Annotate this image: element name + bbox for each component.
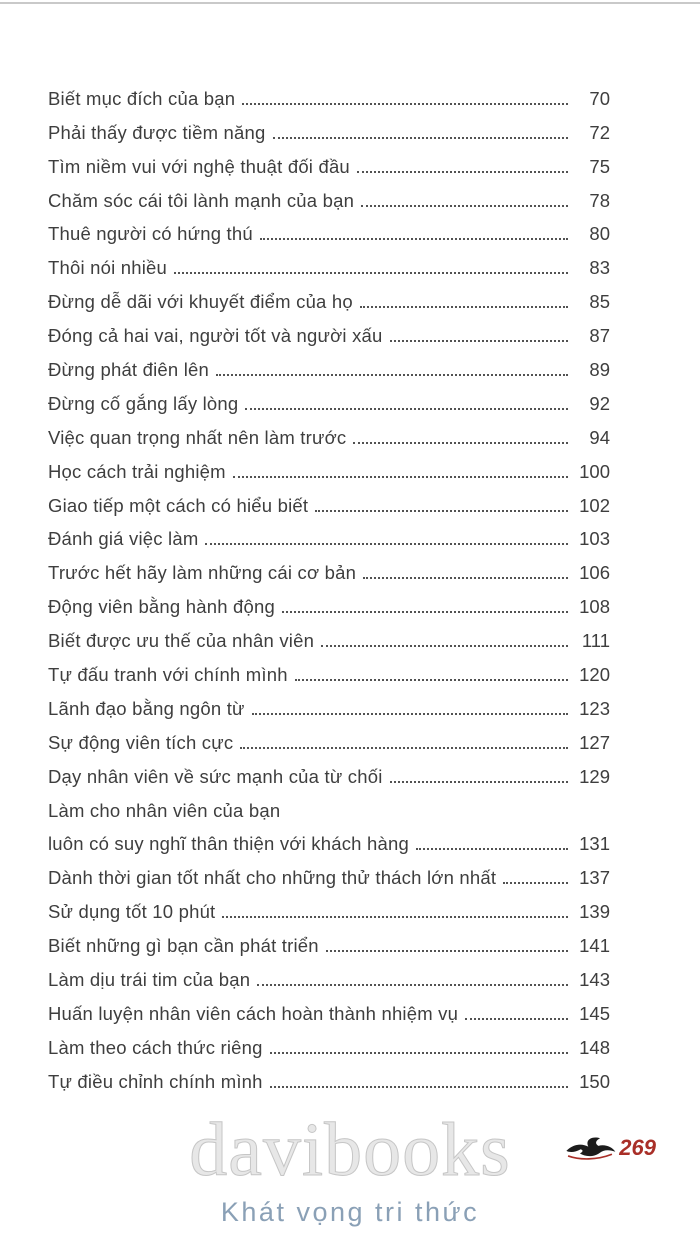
toc-entry-title: Tự đấu tranh với chính mình: [48, 664, 288, 686]
toc-entry-page: 137: [579, 867, 610, 889]
toc-entry: [48, 245, 610, 279]
toc-entry-title: Đánh giá việc làm: [48, 528, 199, 550]
toc-entry-title: Phải thấy được tiềm năng: [48, 121, 266, 143]
toc-leader-dots: [361, 205, 568, 207]
toc-entry-page: 139: [579, 901, 610, 923]
toc-entry-page: 102: [579, 494, 610, 516]
toc-entry: [48, 347, 610, 381]
toc-leader-dots: [252, 713, 568, 715]
toc-entry-page: 78: [589, 189, 610, 211]
toc-entry-page: 72: [589, 121, 610, 143]
toc-entry: [48, 279, 610, 313]
toc-leader-dots: [222, 916, 568, 918]
toc-leader-dots: [295, 679, 568, 681]
toc-entry-page: 83: [589, 257, 610, 279]
toc-leader-dots: [326, 950, 568, 952]
toc-entry: [48, 313, 610, 347]
toc-entry-page: 141: [579, 935, 610, 957]
toc-entry-title: Học cách trải nghiệm: [48, 460, 226, 482]
toc-entry-page: 100: [579, 460, 610, 482]
toc-entry-page: 120: [579, 664, 610, 686]
toc-leader-dots: [240, 747, 568, 749]
watermark-tagline: Khát vọng tri thức: [220, 1197, 480, 1227]
page-top-rule: [0, 2, 700, 4]
toc-entry: [48, 855, 610, 889]
toc-entry-title: Sử dụng tốt 10 phút: [48, 901, 216, 923]
toc-entry-title: Sự động viên tích cực: [48, 731, 234, 753]
toc-entry-page: 150: [579, 1070, 610, 1092]
toc-entry-page: 143: [579, 969, 610, 991]
toc-entry-page: 75: [589, 155, 610, 177]
toc-entry-title: Biết mục đích của bạn: [48, 87, 236, 109]
toc-entry-page: 94: [589, 426, 610, 448]
toc-entry-title: Giao tiếp một cách có hiểu biết: [48, 494, 309, 516]
toc-entry-page: 148: [579, 1036, 610, 1058]
toc-entry-title: Đừng cố gắng lấy lòng: [48, 392, 239, 414]
toc-entry-title: Huấn luyện nhân viên cách hoàn thành nhiệm vụ: [48, 1002, 459, 1024]
toc-entry: [48, 517, 610, 551]
toc-leader-dots: [315, 510, 568, 512]
toc-entry: [48, 483, 610, 517]
toc-entry-page: 80: [589, 223, 610, 245]
toc-entry-title: Đóng cả hai vai, người tốt và người xấu: [48, 325, 383, 347]
toc-entry: [48, 686, 610, 720]
toc-entry-title: Tự điều chỉnh chính mình: [48, 1070, 263, 1092]
toc-entry-title: Thôi nói nhiều: [48, 257, 168, 279]
toc-leader-dots: [216, 374, 568, 376]
toc-leader-dots: [465, 1018, 568, 1020]
toc-entry-title: Tìm niềm vui với nghệ thuật đối đầu: [48, 155, 350, 177]
toc-leader-dots: [273, 137, 568, 139]
toc-entry: [48, 720, 610, 754]
toc-entry-page: 103: [579, 528, 610, 550]
toc-entry: [48, 550, 610, 584]
toc-entry-title: Dạy nhân viên về sức mạnh của từ chối: [48, 765, 383, 787]
toc-leader-dots: [245, 408, 568, 410]
toc-entry-title: Đừng dễ dãi với khuyết điểm của họ: [48, 291, 353, 313]
toc-entry: [48, 110, 610, 144]
toc-leader-dots: [257, 984, 568, 986]
toc-entry: [48, 144, 610, 178]
toc-entry: [48, 584, 610, 618]
toc-leader-dots: [242, 103, 568, 105]
toc-entry: [48, 889, 610, 923]
toc-entry-title: Đừng phát điên lên: [48, 359, 210, 381]
toc-leader-dots: [390, 781, 568, 783]
toc-leader-dots: [270, 1052, 568, 1054]
toc-entry: [48, 212, 610, 246]
toc-entry-page: 85: [589, 291, 610, 313]
toc-leader-dots: [353, 442, 568, 444]
toc-leader-dots: [205, 543, 568, 545]
toc-entry: [48, 991, 610, 1025]
toc-entry: [48, 1025, 610, 1059]
toc-entry: [48, 178, 610, 212]
toc-leader-dots: [270, 1086, 568, 1088]
toc-leader-dots: [282, 611, 568, 613]
toc-entry-title: luôn có suy nghĩ thân thiện với khách hàng: [48, 833, 409, 855]
toc-entry-page: 106: [579, 562, 610, 584]
toc-leader-dots: [360, 306, 568, 308]
toc-entry: [48, 76, 610, 110]
toc-entry-title: Việc quan trọng nhất nên làm trước: [48, 426, 347, 448]
toc-leader-dots: [174, 272, 568, 274]
toc-entry-title: Làm theo cách thức riêng: [48, 1036, 263, 1058]
toc-entry-page: 129: [579, 765, 610, 787]
toc-entry-page: 92: [589, 392, 610, 414]
toc-entry: [48, 957, 610, 991]
toc-leader-dots: [363, 577, 568, 579]
toc-entry: [48, 381, 610, 415]
toc-leader-dots: [357, 171, 568, 173]
toc-entry-page: 131: [579, 833, 610, 855]
toc-entry: [48, 754, 610, 788]
toc-entry: [48, 788, 610, 822]
toc-entry-title: Dành thời gian tốt nhất cho những thử thách lớn nhất: [48, 867, 497, 889]
toc-entry-title: Trước hết hãy làm những cái cơ bản: [48, 562, 357, 584]
page-number-block: [563, 1134, 656, 1161]
toc-leader-dots: [233, 476, 568, 478]
toc-entry-page: 111: [581, 630, 610, 652]
toc-entry-page: 89: [589, 359, 610, 381]
bird-logo-icon: [563, 1134, 617, 1161]
toc-entry-title: Thuê người có hứng thú: [48, 223, 253, 245]
toc-entry: [48, 822, 610, 856]
toc-leader-dots: [390, 340, 568, 342]
toc-entry-page: 127: [579, 731, 610, 753]
toc-entry-page: 108: [579, 596, 610, 618]
toc-entry-page: 145: [579, 1002, 610, 1024]
toc-entry-page: 123: [579, 697, 610, 719]
toc-leader-dots: [416, 848, 568, 850]
toc-entry: [48, 923, 610, 957]
toc-leader-dots: [321, 645, 568, 647]
toc-leader-dots: [503, 882, 568, 884]
toc-entry-title: Biết được ưu thế của nhân viên: [48, 630, 315, 652]
watermark-brand: davibooks: [189, 1108, 511, 1192]
toc-entry-title: Làm dịu trái tim của bạn: [48, 969, 251, 991]
toc-entry-title: Lãnh đạo bằng ngôn từ: [48, 697, 245, 719]
toc-entry-title: Làm cho nhân viên của bạn: [48, 799, 281, 821]
toc-entry-title: Chăm sóc cái tôi lành mạnh của bạn: [48, 189, 355, 211]
toc-entry-title: Động viên bằng hành động: [48, 596, 275, 618]
toc-entry-page: 70: [589, 87, 610, 109]
toc-entry: [48, 415, 610, 449]
toc-entry-page: 87: [589, 325, 610, 347]
page-footer: [0, 1108, 700, 1249]
toc-entry: [48, 1059, 610, 1093]
toc-leader-dots: [260, 238, 568, 240]
toc-entry: [48, 652, 610, 686]
page-number: 269: [619, 1134, 656, 1160]
toc-entry-title: Biết những gì bạn cần phát triển: [48, 935, 319, 957]
toc-entry: [48, 449, 610, 483]
toc-entry: [48, 618, 610, 652]
